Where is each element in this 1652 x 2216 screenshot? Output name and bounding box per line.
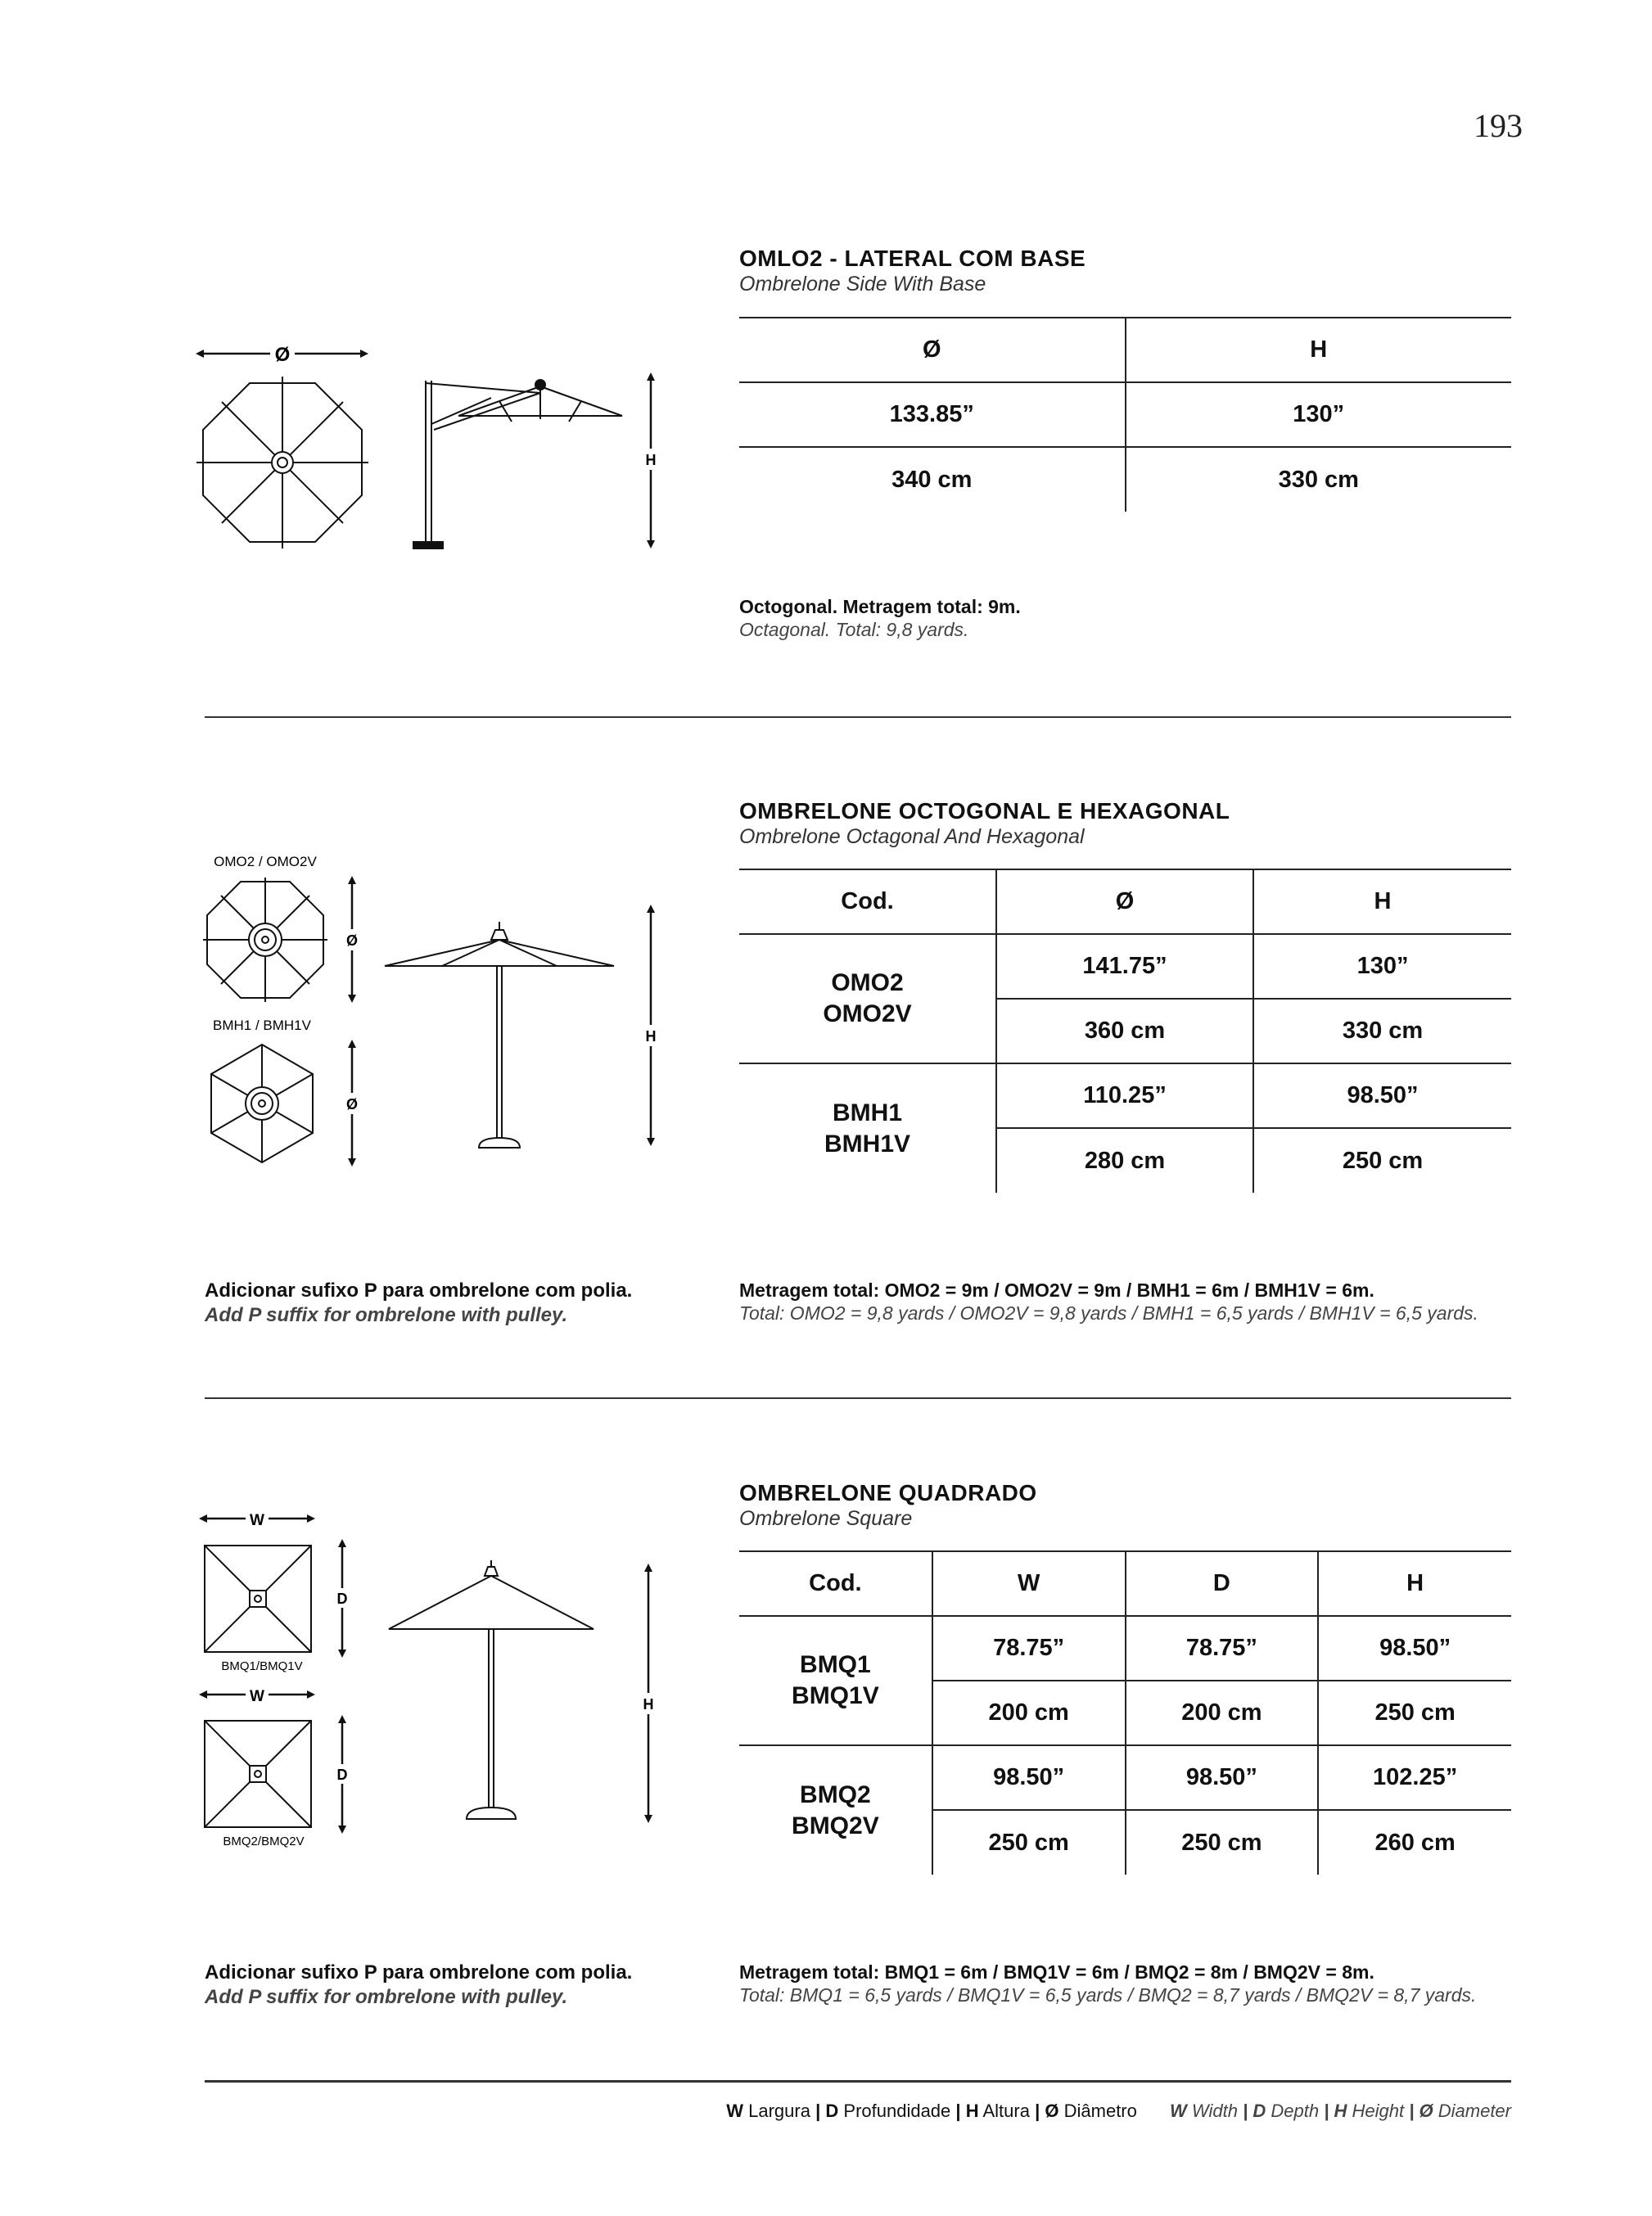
octagonal-model-label: OMO2 / OMO2V <box>214 854 317 869</box>
header-depth: D <box>1126 1551 1319 1616</box>
header-height: H <box>1318 1551 1511 1616</box>
legend-en <box>1170 2101 1511 2121</box>
depth-label: D <box>336 1591 348 1607</box>
section1-subtitle: Ombrelone Side With Base <box>739 273 986 296</box>
height-label: H <box>645 452 657 468</box>
side-umbrella-view <box>389 1560 594 1819</box>
cell-height-in: 98.50” <box>1318 1616 1511 1681</box>
section2-pulley-note <box>205 1279 632 1328</box>
code-line: BMQ1V <box>792 1682 879 1709</box>
cell-diameter-in: 141.75” <box>996 934 1253 999</box>
table-row <box>739 934 1511 999</box>
octagon-diameter-arrow <box>342 880 362 999</box>
cell-height-cm: 260 cm <box>1318 1810 1511 1875</box>
table-header-row <box>739 318 1511 382</box>
header-height: H <box>1126 318 1512 382</box>
hexagon-top-view <box>211 1045 313 1162</box>
diameter-label: Ø <box>345 932 359 949</box>
cell-diameter-cm: 280 cm <box>996 1128 1253 1193</box>
pulley-note-pt: Adicionar sufixo P para ombrelone com polia. <box>205 1961 633 1984</box>
section2-subtitle: Ombrelone Octagonal And Hexagonal <box>739 825 1085 848</box>
table-row <box>739 382 1511 447</box>
width-label: W <box>250 1512 264 1529</box>
legend-key: H <box>965 2101 979 2121</box>
table-header-row <box>739 1551 1511 1616</box>
code-line: OMO2V <box>823 1000 912 1027</box>
section1-heading <box>739 246 1086 296</box>
octagon-top-view <box>203 878 327 1002</box>
header-code: Cod. <box>739 869 996 934</box>
legend-pt <box>726 2101 1142 2121</box>
legend-label: Altura <box>982 2101 1030 2121</box>
cell-width-in: 98.50” <box>932 1745 1126 1810</box>
cell-diameter-cm: 340 cm <box>891 466 973 493</box>
table-row <box>739 1745 1511 1810</box>
legend-key: D <box>825 2101 839 2121</box>
section3-note-en: Total: BMQ1 = 6,5 yards / BMQ1V = 6,5 yards / BMQ2 = 8,7 yards / BMQ2V = 8,7 yards. <box>739 1984 1477 2006</box>
legend-separator: | <box>1243 2101 1248 2121</box>
legend-label: Diameter <box>1438 2101 1511 2121</box>
section3-heading <box>739 1480 1037 1531</box>
cell-height-cm: 330 cm <box>1253 999 1511 1063</box>
legend-key: D <box>1253 2101 1266 2121</box>
section1-diagram <box>188 327 679 565</box>
legend-key: H <box>1334 2101 1347 2121</box>
section2-heading <box>739 798 1230 849</box>
side-umbrella-view <box>385 922 614 1148</box>
section2-note-en: Total: OMO2 = 9,8 yards / OMO2V = 9,8 yards / BMH1 = 6,5 yards / BMH1V = 6,5 yards. <box>739 1302 1478 1324</box>
cell-code <box>739 1745 932 1875</box>
table-row <box>739 447 1511 512</box>
header-height: H <box>1253 869 1511 934</box>
height-label: H <box>643 1696 654 1713</box>
table-row <box>739 1616 1511 1681</box>
section3-pulley-note <box>205 1961 632 2010</box>
cell-height-cm: 250 cm <box>1253 1128 1511 1193</box>
side-umbrella-view <box>413 380 622 548</box>
section1-spec-table <box>739 317 1511 512</box>
hexagon-diameter-arrow <box>342 1044 362 1162</box>
cell-depth-cm: 250 cm <box>1126 1810 1319 1875</box>
cell-code <box>739 1063 996 1193</box>
cell-height-in: 130” <box>1126 382 1512 447</box>
header-diameter: Ø <box>739 318 1126 382</box>
legend-key: W <box>1170 2101 1187 2121</box>
code-line: BMQ1 <box>800 1651 871 1678</box>
page-number: 193 <box>1474 107 1523 144</box>
square1-width-arrow <box>203 1508 311 1529</box>
cell-depth-in: 98.50” <box>1126 1745 1319 1810</box>
legend-key: W <box>726 2101 743 2121</box>
header-diameter: Ø <box>996 869 1253 934</box>
diameter-label: Ø <box>274 344 291 366</box>
legend-label: Width <box>1191 2101 1238 2121</box>
section1-note-en: Octagonal. Total: 9,8 yards. <box>739 619 969 640</box>
section2-note-pt: Metragem total: OMO2 = 9m / OMO2V = 9m / BMH1 = 6m / BMH1V = 6m. <box>739 1280 1374 1301</box>
section2-title: OMBRELONE OCTOGONAL E HEXAGONAL <box>739 798 1230 824</box>
legend-separator: | <box>1035 2101 1040 2121</box>
height-arrow <box>639 1568 658 1819</box>
diameter-label: Ø <box>345 1096 359 1113</box>
depth-label: D <box>336 1767 348 1783</box>
section-divider <box>205 1397 1511 1399</box>
square2-top-view <box>205 1721 311 1827</box>
section2-diagram <box>196 843 688 1187</box>
cell-code <box>739 934 996 1063</box>
cell-width-cm: 200 cm <box>932 1681 1126 1745</box>
cell-width-in: 78.75” <box>932 1616 1126 1681</box>
section3-spec-table <box>739 1550 1511 1875</box>
code-line: BMQ2V <box>792 1812 879 1839</box>
section3-title: OMBRELONE QUADRADO <box>739 1480 1037 1505</box>
code-line: BMH1V <box>824 1130 911 1158</box>
section3-note <box>739 1961 1476 2006</box>
cell-depth-cm: 200 cm <box>1126 1681 1319 1745</box>
square1-top-view <box>205 1546 311 1652</box>
legend-label: Depth <box>1271 2101 1320 2121</box>
legend-separator: | <box>815 2101 821 2121</box>
square2-model-label: BMQ2/BMQ2V <box>223 1835 305 1848</box>
section-divider <box>205 716 1511 718</box>
legend-separator: | <box>1409 2101 1415 2121</box>
legend-key: Ø <box>1419 2101 1433 2121</box>
dimension-legend <box>726 2101 1511 2122</box>
section1-note-pt: Octogonal. Metragem total: 9m. <box>739 596 1021 617</box>
legend-label: Profundidade <box>843 2101 951 2121</box>
section3-subtitle: Ombrelone Square <box>739 1507 913 1530</box>
table-row <box>739 1063 1511 1128</box>
pulley-note-en: Add P suffix for ombrelone with pulley. <box>205 1304 568 1326</box>
width-label: W <box>250 1688 264 1705</box>
legend-key: Ø <box>1045 2101 1059 2121</box>
cell-height-in: 130” <box>1253 934 1511 999</box>
cell-height-cm: 250 cm <box>1318 1681 1511 1745</box>
cell-diameter-in: 133.85” <box>739 382 1126 447</box>
code-line: OMO2 <box>831 969 904 996</box>
legend-separator: | <box>1324 2101 1329 2121</box>
square1-model-label: BMQ1/BMQ1V <box>221 1659 303 1673</box>
cell-height-in: 102.25” <box>1318 1745 1511 1810</box>
pulley-note-en: Add P suffix for ombrelone with pulley. <box>205 1986 568 2008</box>
cell-depth-in: 78.75” <box>1126 1616 1319 1681</box>
cell-width-cm: 250 cm <box>932 1810 1126 1875</box>
cell-code <box>739 1616 932 1745</box>
cell-diameter-in: 110.25” <box>996 1063 1253 1128</box>
legend-separator: | <box>955 2101 961 2121</box>
square2-depth-arrow <box>333 1719 351 1830</box>
table-header-row <box>739 869 1511 934</box>
cell-diameter-cm: 360 cm <box>996 999 1253 1063</box>
footer-divider <box>205 2080 1511 2083</box>
legend-label: Diâmetro <box>1063 2101 1137 2121</box>
header-code: Cod. <box>739 1551 932 1616</box>
height-arrow <box>641 909 661 1142</box>
pulley-note-pt: Adicionar sufixo P para ombrelone com polia. <box>205 1280 633 1302</box>
octagon-top-view <box>196 377 368 548</box>
square2-width-arrow <box>203 1684 311 1705</box>
section1-note <box>739 595 1021 641</box>
code-line: BMQ2 <box>800 1780 871 1808</box>
code-line: BMH1 <box>833 1099 903 1126</box>
section2-note <box>739 1279 1478 1325</box>
square1-depth-arrow <box>333 1543 351 1654</box>
cell-height-in: 98.50” <box>1253 1063 1511 1128</box>
section2-spec-table <box>739 869 1511 1193</box>
section3-note-pt: Metragem total: BMQ1 = 6m / BMQ1V = 6m / BMQ2 = 8m / BMQ2V = 8m. <box>739 1961 1374 1983</box>
height-label: H <box>645 1028 657 1045</box>
header-width: W <box>932 1551 1126 1616</box>
section1-title: OMLO2 - LATERAL COM BASE <box>739 246 1086 271</box>
legend-label: Height <box>1352 2101 1405 2121</box>
height-arrow <box>641 377 661 544</box>
diameter-arrow <box>200 342 364 366</box>
cell-height-cm: 330 cm <box>1126 447 1512 512</box>
section3-diagram <box>196 1498 688 1858</box>
hexagonal-model-label: BMH1 / BMH1V <box>213 1018 311 1033</box>
legend-label: Largura <box>748 2101 810 2121</box>
